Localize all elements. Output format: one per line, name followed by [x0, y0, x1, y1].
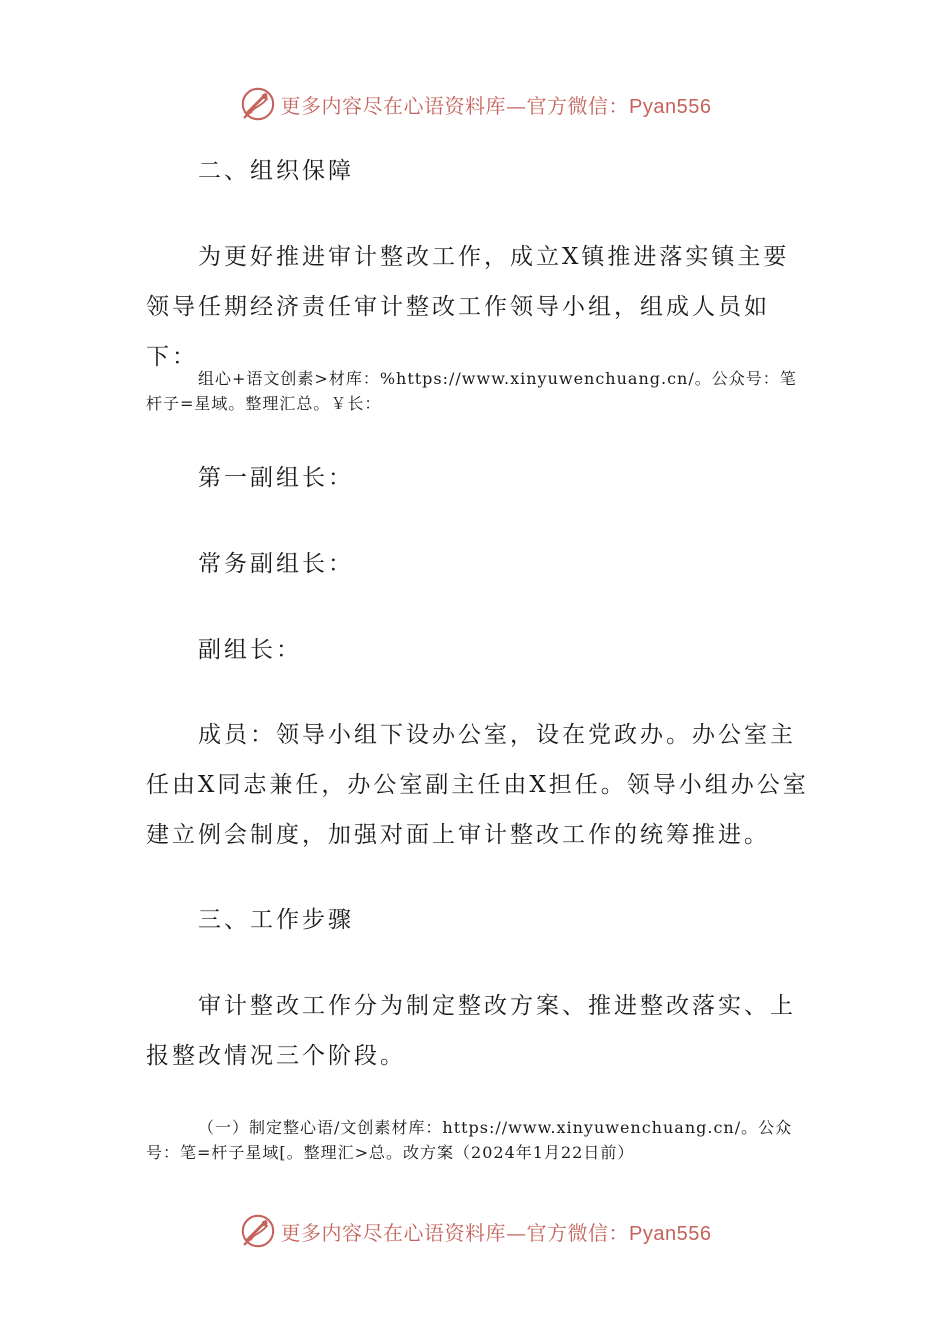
banner-text: 更多内容尽在心语资料库—官方微信：Pyan556	[280, 93, 712, 118]
note-paragraph-2: （一）制定整心语/文创素材库：https://www.xinyuwenchuang.cn/。公众号：笔=杆子星域[。整理汇>总。改方案（2024年1月22日前）	[146, 1118, 793, 1162]
header-watermark-banner	[0, 84, 950, 124]
deputy-leader-line: 副组长：	[198, 637, 302, 663]
footer-watermark-banner	[0, 1211, 950, 1251]
executive-deputy-leader-line: 常务副组长：	[198, 551, 354, 577]
pen-logo-icon	[239, 85, 277, 123]
banner-handle: Pyan556	[629, 95, 712, 118]
banner-handle: Pyan556	[629, 1222, 712, 1245]
section-heading-organization: 二、组织保障	[198, 158, 354, 184]
paragraph-intro: 为更好推进审计整改工作，成立X镇推进落实镇主要领导任期经济责任审计整改工作领导小组，组成人员如下：	[146, 244, 790, 370]
note-paragraph-1: 组心+语文创素>材库：%https://www.xinyuwenchuang.cn/。公众号：笔杆子=星域。整理汇总。￥长：	[146, 369, 797, 413]
banner-text: 更多内容尽在心语资料库—官方微信：Pyan556	[280, 1220, 712, 1245]
pen-logo-icon	[239, 1212, 277, 1250]
paragraph-steps: 审计整改工作分为制定整改方案、推进整改落实、上报整改情况三个阶段。	[146, 993, 796, 1069]
members-paragraph: 成员：领导小组下设办公室，设在党政办。办公室主任由X同志兼任，办公室副主任由X担任。领导小组办公室建立例会制度，加强对面上审计整改工作的统筹推进。	[146, 722, 809, 848]
first-deputy-leader-line: 第一副组长：	[198, 465, 354, 491]
section-heading-steps: 三、工作步骤	[198, 907, 354, 933]
